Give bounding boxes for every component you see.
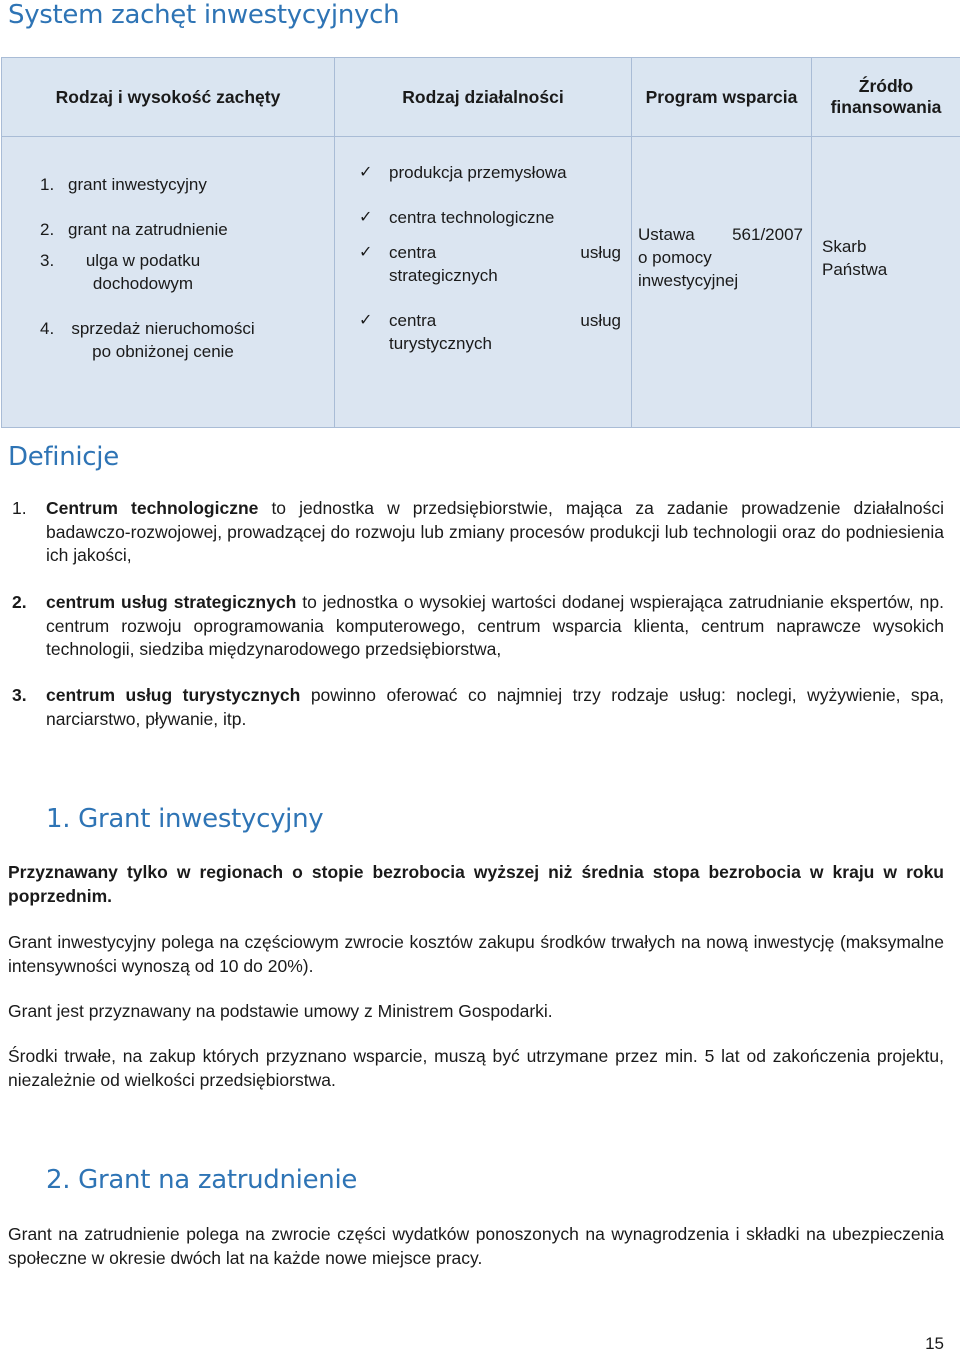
list-item: 2. grant na zatrudnienie xyxy=(40,218,324,241)
source-cell: Skarb Państwa xyxy=(812,137,960,428)
header-support-program: Program wsparcia xyxy=(632,58,812,137)
list-item: 1. grant inwestycyjny xyxy=(40,173,324,196)
list-item: ✓ centra technologiczne xyxy=(359,206,621,229)
definition-item: 3. centrum usług turystycznych powinno oferować co najmniej trzy rodzaje usług: noclegi, wyżywienie, spa, narciarstwo, pływanie, itp. xyxy=(12,684,944,731)
checkmark-icon: ✓ xyxy=(359,309,389,355)
incentives-table xyxy=(1,57,960,428)
header-incentive-type: Rodzaj i wysokość zachęty xyxy=(2,58,335,137)
header-activity-type: Rodzaj działalności xyxy=(335,58,632,137)
definition-item: 2. centrum usług strategicznych to jednostka o wysokiej wartości dodanej wspierająca zatrudnianie ekspertów, np. centrum rozwoju oprogramowania komputerowego, centrum wsparcia klienta, centrum naprawcze wysokich technologii, siedziba międzynarodowego przedsiębiorstwa, xyxy=(12,591,944,662)
list-item: ✓ produkcja przemysłowa xyxy=(359,161,621,184)
incentive-list-cell xyxy=(2,137,335,428)
definitions-heading: Definicje xyxy=(8,444,119,470)
definition-item: 1. Centrum technologiczne to jednostka w przedsiębiorstwie, mająca za zadanie prowadzenie działalności badawczo-rozwojowej, prowadzącej do rozwoju lub zmiany procesów produkcji lub technologii oraz do podniesienia ich jakości, xyxy=(12,497,944,568)
table-header-row xyxy=(2,58,960,137)
checkmark-icon: ✓ xyxy=(359,161,389,184)
list-item: 4. sprzedaż nieruchomości po obniżonej cenie xyxy=(40,317,324,363)
checkmark-icon: ✓ xyxy=(359,241,389,287)
section1-paragraph: Grant inwestycyjny polega na częściowym zwrocie kosztów zakupu środków trwałych na nową inwestycję (maksymalne intensywności wynoszą od 10 do 20%). xyxy=(8,931,944,978)
table-row xyxy=(2,137,960,428)
section1-paragraph: Środki trwałe, na zakup których przyznano wsparcie, muszą być utrzymane przez min. 5 lat od zakończenia projektu, niezależnie od wielkości przedsiębiorstwa. xyxy=(8,1045,944,1092)
section1-paragraph: Grant jest przyznawany na podstawie umowy z Ministrem Gospodarki. xyxy=(8,1000,944,1024)
list-item: ✓ centra usług turystycznych xyxy=(359,309,621,355)
page-number: 15 xyxy=(925,1334,944,1354)
checkmark-icon: ✓ xyxy=(359,206,389,229)
section1-bold-note: Przyznawany tylko w regionach o stopie bezrobocia wyższej niż średnia stopa bezrobocia w kraju w roku poprzednim. xyxy=(8,861,944,908)
section2-paragraph: Grant na zatrudnienie polega na zwrocie części wydatków ponoszonych na wynagrodzenia i składki na ubezpieczenia społeczne w okresie dwóch lat na każde nowe miejsce pracy. xyxy=(8,1223,944,1270)
program-cell: Ustawa 561/2007 o pomocy inwestycyjnej xyxy=(632,137,812,428)
activity-list-cell xyxy=(335,137,632,428)
section-heading-employment-grant: 2. Grant na zatrudnienie xyxy=(46,1167,357,1193)
list-item: ✓ centra usług strategicznych xyxy=(359,241,621,287)
list-item: 3. ulga w podatku dochodowym xyxy=(40,249,324,295)
section-heading-investment-grant: 1. Grant inwestycyjny xyxy=(46,806,323,832)
header-funding-source: Źródło finansowania xyxy=(812,58,960,137)
page-title: System zachęt inwestycyjnych xyxy=(8,2,399,28)
